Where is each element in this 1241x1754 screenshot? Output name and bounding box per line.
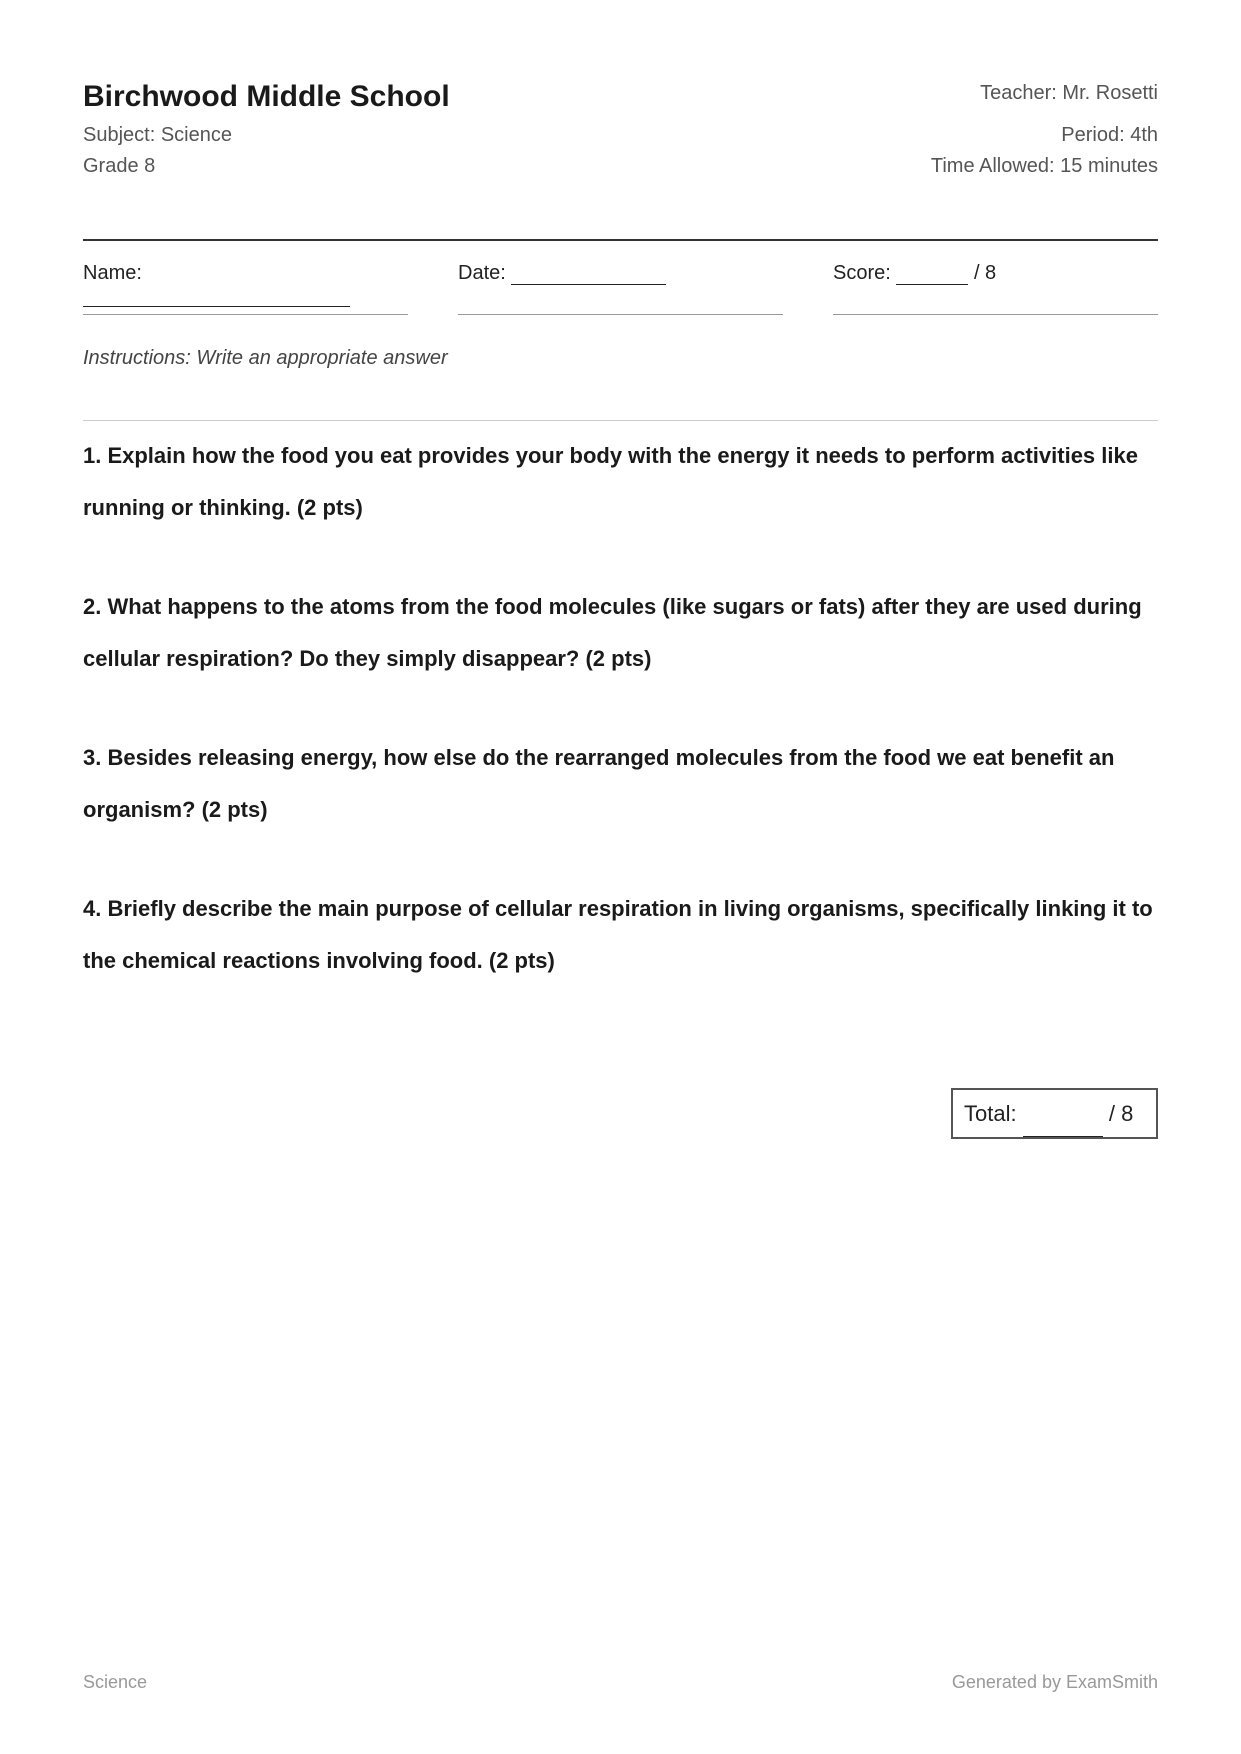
date-label: Date: — [458, 262, 506, 284]
score-blank-line[interactable] — [896, 262, 968, 285]
footer-subject: Science — [83, 1672, 148, 1692]
question-4: 4. Briefly describe the main purpose of cellular respiration in living organisms, specifically linking it to the chemical reactions involving food. (2 pts) — [83, 896, 1153, 973]
date-field[interactable] — [458, 262, 783, 315]
question-2: 2. What happens to the atoms from the food molecules (like sugars or fats) after they are used during cellular respiration? Do they simply disappear? (2 pts) — [83, 594, 1142, 671]
grade-label: Grade 8 — [83, 155, 156, 177]
footer-generator: Generated by ExamSmith — [951, 1672, 1158, 1692]
score-max: / 8 — [973, 262, 997, 284]
exam-header — [83, 80, 1158, 190]
time-allowed-label: Time Allowed: 15 minutes — [930, 155, 1158, 177]
total-score-box — [951, 1088, 1158, 1139]
total-max: / 8 — [1108, 1101, 1134, 1126]
total-blank-line[interactable] — [1023, 1114, 1103, 1137]
school-name: Birchwood Middle School — [83, 80, 450, 113]
header-divider — [83, 239, 1158, 241]
teacher-label: Teacher: Mr. Rosetti — [980, 82, 1158, 104]
score-label: Score: — [833, 262, 891, 284]
name-label: Name: — [83, 262, 142, 284]
instructions-text: Instructions: Write an appropriate answer — [83, 347, 448, 369]
score-field[interactable] — [833, 262, 1158, 315]
period-label: Period: 4th — [1061, 124, 1158, 146]
name-field[interactable] — [83, 262, 408, 315]
total-label: Total: — [964, 1101, 1017, 1126]
question-3: 3. Besides releasing energy, how else do the rearranged molecules from the food we eat benefit an organism? (2 pts) — [83, 745, 1115, 822]
question-1: 1. Explain how the food you eat provides your body with the energy it needs to perform activities like running or thinking. (2 pts) — [83, 443, 1138, 520]
subject-label: Subject: Science — [83, 124, 232, 146]
date-blank-line[interactable] — [511, 262, 666, 285]
instructions-divider — [83, 420, 1158, 421]
exam-page — [83, 0, 1158, 1754]
name-blank-line[interactable] — [83, 306, 350, 307]
